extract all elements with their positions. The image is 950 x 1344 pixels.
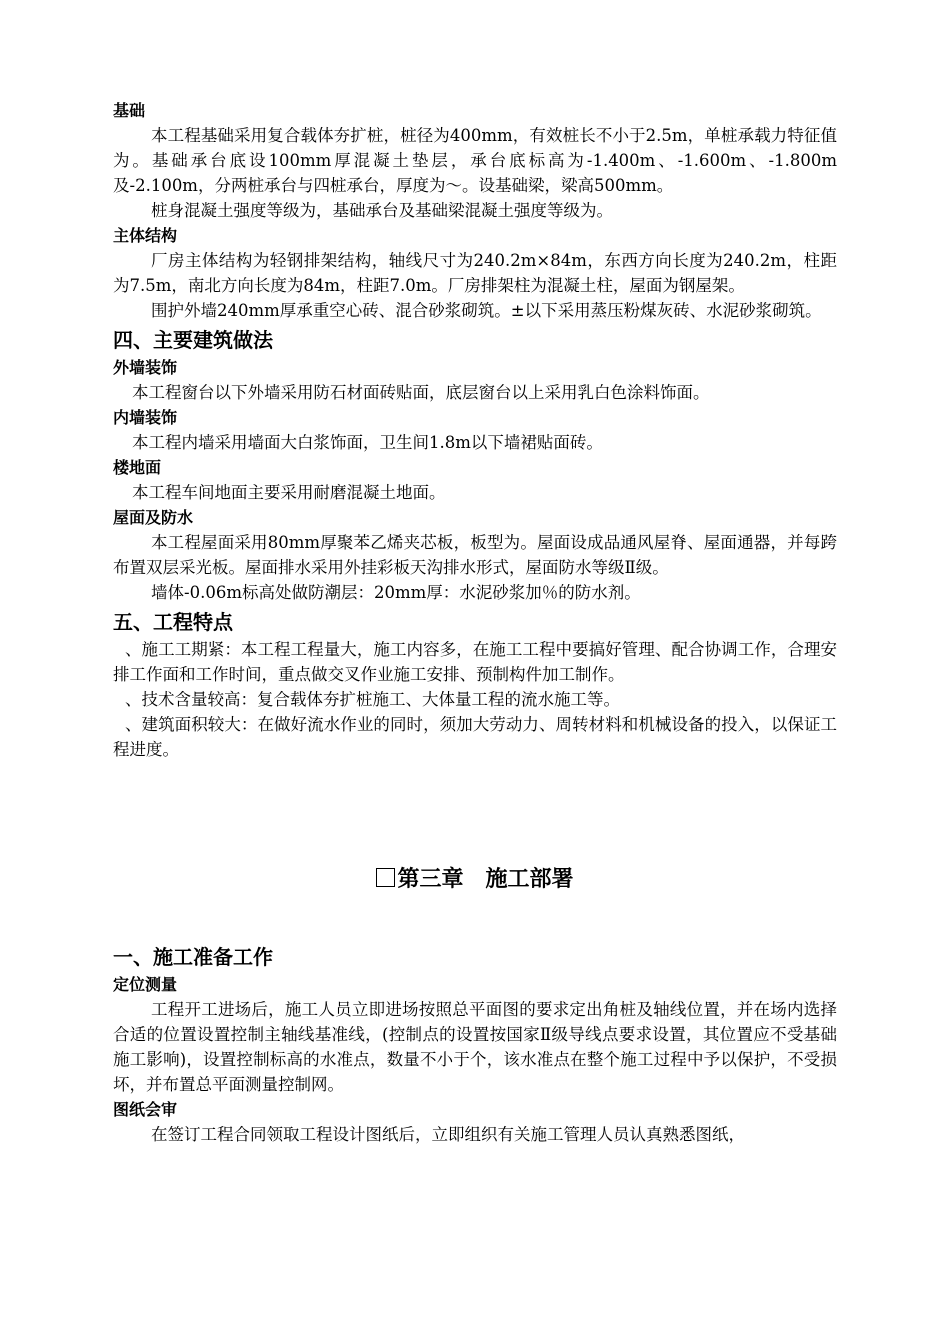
heading-roof: 屋面及防水	[113, 508, 194, 527]
section-title-prep: 一、施工准备工作	[113, 945, 273, 969]
paragraph-drawing-review: 在签订工程合同领取工程设计图纸后，立即组织有关施工管理人员认真熟悉图纸，	[151, 1125, 745, 1144]
paragraph-exterior-wall: 本工程窗台以下外墙采用防石材面砖贴面，底层窗台以上采用乳白色涂料饰面。	[132, 383, 710, 402]
checkbox-square-icon	[376, 868, 395, 887]
paragraph-roof-2: 墙体-0.06m标高处做防潮层：20mm厚：水泥砂浆加％的防水剂。	[151, 583, 641, 602]
paragraph-main-structure-1: 厂房主体结构为轻钢排架结构，轴线尺寸为240.2m×84m，东西方向长度为240.2m，柱距为7.5m，南北方向长度为84m，柱距7.0m。厂房排架柱为混凝土柱，屋面为钢屋架。	[113, 251, 837, 295]
chapter-title	[113, 864, 837, 896]
heading-drawing-review: 图纸会审	[113, 1100, 178, 1119]
paragraph-feature-3: 、建筑面积较大：在做好流水作业的同时，须加大劳动力、周转材料和机械设备的投入，以保证工程进度。	[113, 715, 837, 759]
chapter-title-text: 第三章 施工部署	[397, 867, 574, 892]
heading-foundation: 基础	[113, 101, 146, 120]
paragraph-feature-2: 、技术含量较高：复合载体夯扩桩施工、大体量工程的流水施工等。	[125, 690, 620, 709]
paragraph-foundation-1: 本工程基础采用复合载体夯扩桩，桩径为400mm，有效桩长不小于2.5m，单桩承载力特征值为。基础承台底设100mm厚混凝土垫层，承台底标高为-1.400m、-1.600m、-1.800m及-2.100m，分两桩承台与四桩承台，厚度为～。设基础梁，梁高500mm。	[113, 126, 837, 195]
heading-floor: 楼地面	[113, 458, 162, 477]
paragraph-interior-wall: 本工程内墙采用墙面大白浆饰面，卫生间1.8m以下墙裙贴面砖。	[132, 433, 603, 452]
paragraph-floor: 本工程车间地面主要采用耐磨混凝土地面。	[132, 483, 446, 502]
heading-interior-wall: 内墙装饰	[113, 408, 178, 427]
heading-main-structure: 主体结构	[113, 226, 178, 245]
paragraph-feature-1: 、施工工期紧：本工程工程量大，施工内容多，在施工工程中要搞好管理、配合协调工作，合理安排工作面和工作时间，重点做交叉作业施工安排、预制构件加工制作。	[113, 640, 837, 684]
section-title-5: 五、工程特点	[113, 610, 233, 634]
document-page	[113, 98, 837, 1147]
paragraph-main-structure-2: 围护外墙240mm厚承重空心砖、混合砂浆砌筑。±以下采用蒸压粉煤灰砖、水泥砂浆砌筑。	[151, 301, 822, 320]
heading-survey: 定位测量	[113, 975, 178, 994]
heading-exterior-wall: 外墙装饰	[113, 358, 178, 377]
paragraph-foundation-2: 桩身混凝土强度等级为，基础承台及基础梁混凝土强度等级为。	[151, 201, 613, 220]
paragraph-roof-1: 本工程屋面采用80mm厚聚苯乙烯夹芯板，板型为。屋面设成品通风屋脊、屋面通器，并每跨布置双层采光板。屋面排水采用外挂彩板天沟排水形式，屋面防水等级Ⅱ级。	[113, 533, 837, 577]
spacer	[113, 896, 837, 940]
paragraph-survey: 工程开工进场后，施工人员立即进场按照总平面图的要求定出角桩及轴线位置，并在场内选择合适的位置设置控制主轴线基准线，(控制点的设置按国家Ⅱ级导线点要求设置，其位置应不受基础施工影响)，设置控制标高的水准点，数量不小于个，该水准点在整个施工过程中予以保护，不受损坏，并布置总平面测量控制网。	[113, 1000, 837, 1094]
section-title-4: 四、主要建筑做法	[113, 328, 273, 352]
